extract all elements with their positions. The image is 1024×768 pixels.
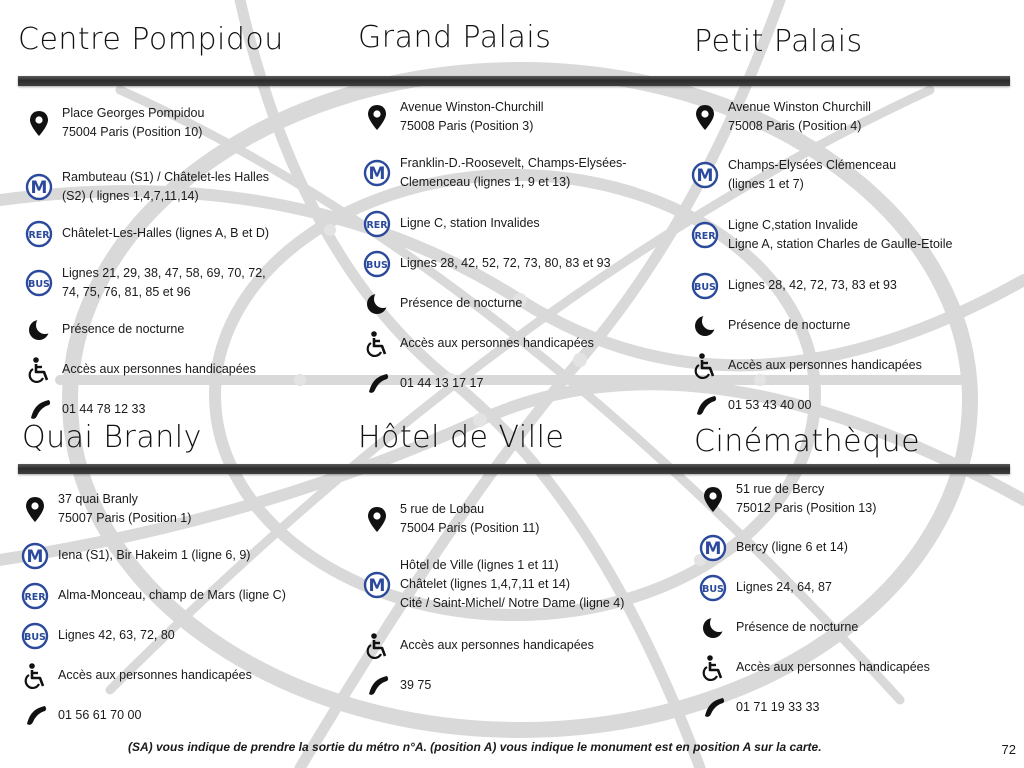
entry-line: Avenue Winston-Churchill xyxy=(400,100,544,114)
moon-icon xyxy=(24,316,54,344)
section-title-cinematheque: Cinémathèque xyxy=(694,424,921,459)
entry-line: Bercy (ligne 6 et 14) xyxy=(736,540,848,554)
section-title-hotel-de-ville: Hôtel de Ville xyxy=(358,420,565,455)
entry-text xyxy=(728,356,1010,375)
info-entry-metro xyxy=(20,546,340,565)
info-entry-bus xyxy=(698,578,1018,597)
entry-line: 75012 Paris (Position 13) xyxy=(736,501,877,515)
entry-text xyxy=(400,154,682,192)
entry-text xyxy=(728,216,1010,254)
entry-line: Place Georges Pompidou xyxy=(62,106,205,120)
svg-text:BUS: BUS xyxy=(366,259,388,271)
entry-line: Lignes 28, 42, 72, 73, 83 et 93 xyxy=(728,278,897,292)
svg-text:M: M xyxy=(368,164,386,184)
entry-text xyxy=(62,320,344,339)
info-entry-address xyxy=(362,98,682,136)
wheelchair-icon xyxy=(362,632,392,660)
entry-line: 75008 Paris (Position 3) xyxy=(400,119,534,133)
rer-icon xyxy=(20,582,50,610)
info-entry-night xyxy=(24,320,344,339)
entry-text xyxy=(728,156,1010,194)
map-pin-icon xyxy=(24,109,54,137)
entry-line: Clemenceau (lignes 1, 9 et 13) xyxy=(400,175,571,189)
rer-icon xyxy=(24,220,54,248)
section-title-grand-palais: Grand Palais xyxy=(358,20,552,55)
svg-text:M: M xyxy=(696,166,714,186)
wheelchair-icon xyxy=(24,356,54,384)
entry-text xyxy=(58,666,340,685)
info-entry-access xyxy=(698,658,1018,677)
wheelchair-icon xyxy=(362,330,392,358)
entry-text xyxy=(400,374,682,393)
map-pin-icon xyxy=(690,103,720,131)
svg-text:BUS: BUS xyxy=(24,631,46,643)
metro-icon xyxy=(20,542,50,570)
metro-icon xyxy=(690,161,720,189)
info-entry-bus xyxy=(20,626,340,645)
info-entry-bus xyxy=(24,264,344,302)
info-entry-rer xyxy=(24,224,344,243)
entry-line: 5 rue de Lobau xyxy=(400,502,485,516)
info-entry-night xyxy=(362,294,682,313)
map-pin-icon xyxy=(362,505,392,533)
svg-text:M: M xyxy=(26,546,44,567)
phone-icon xyxy=(690,392,720,420)
entry-text xyxy=(400,214,682,233)
entry-text xyxy=(62,400,344,419)
map-pin-icon xyxy=(20,495,50,523)
entry-line: Présence de nocturne xyxy=(400,296,523,310)
section-title-centre-pompidou: Centre Pompidou xyxy=(18,22,284,57)
bus-icon xyxy=(362,250,392,278)
entry-line: 75004 Paris (Position 10) xyxy=(62,125,203,139)
svg-text:RER: RER xyxy=(28,229,50,241)
entry-text xyxy=(736,658,1018,677)
entry-text xyxy=(736,538,1018,557)
info-entry-night xyxy=(698,618,1018,637)
info-entry-address xyxy=(20,490,340,528)
entry-text xyxy=(400,500,682,538)
entry-text xyxy=(400,334,682,353)
entry-text xyxy=(58,546,340,565)
entry-line: 37 quai Branly xyxy=(58,492,138,506)
info-entry-address xyxy=(690,98,1010,136)
info-entry-phone xyxy=(362,676,682,695)
entry-line: Présence de nocturne xyxy=(736,620,859,634)
info-entry-metro xyxy=(362,556,682,613)
entry-text xyxy=(58,490,340,528)
entry-text xyxy=(728,276,1010,295)
entry-text xyxy=(400,254,682,273)
entry-text xyxy=(728,316,1010,335)
entry-line: Lignes 21, 29, 38, 47, 58, 69, 70, 72, xyxy=(62,266,266,280)
entry-text xyxy=(400,294,682,313)
bus-icon xyxy=(698,574,728,602)
info-entry-rer xyxy=(20,586,340,605)
entry-line: 01 53 43 40 00 xyxy=(728,398,812,412)
entry-text xyxy=(728,98,1010,136)
bus-icon xyxy=(20,622,50,650)
metro-icon xyxy=(362,159,392,187)
svg-text:RER: RER xyxy=(24,591,46,603)
info-entry-metro xyxy=(24,168,344,206)
info-entry-access xyxy=(690,356,1010,375)
entry-line: Ligne A, station Charles de Gaulle-Etoile xyxy=(728,237,953,251)
rer-icon xyxy=(690,221,720,249)
map-pin-icon xyxy=(698,485,728,513)
info-entry-phone xyxy=(690,396,1010,415)
info-entry-night xyxy=(690,316,1010,335)
entry-line: Châtelet-Les-Halles (lignes A, B et D) xyxy=(62,226,270,240)
svg-text:M: M xyxy=(368,575,386,596)
entry-line: 75008 Paris (Position 4) xyxy=(728,119,862,133)
svg-text:M: M xyxy=(704,538,722,559)
divider-bar xyxy=(18,76,1010,86)
bus-icon xyxy=(24,269,54,297)
svg-text:RER: RER xyxy=(366,219,388,231)
section-title-quai-branly: Quai Branly xyxy=(22,420,202,455)
entry-line: Lignes 24, 64, 87 xyxy=(736,580,832,594)
metro-icon xyxy=(362,571,392,599)
entry-line: 01 44 13 17 17 xyxy=(400,376,484,390)
wheelchair-icon xyxy=(690,352,720,380)
entry-line: Accès aux personnes handicapées xyxy=(728,358,922,372)
entry-line: Cité / Saint-Michel/ Notre Dame (ligne 4) xyxy=(400,596,625,610)
footnote: (SA) vous indique de prendre la sortie du métro n°A. (position A) vous indique le monument est en position A sur la carte. xyxy=(128,740,822,754)
entry-text xyxy=(736,698,1018,717)
info-entry-access xyxy=(24,360,344,379)
entry-line: Accès aux personnes handicapées xyxy=(736,660,930,674)
entry-line: Franklin-D.-Roosevelt, Champs-Elysées- xyxy=(400,156,627,170)
entry-line: Châtelet (lignes 1,4,7,11 et 14) xyxy=(400,577,571,591)
wheelchair-icon xyxy=(698,654,728,682)
entry-line: Accès aux personnes handicapées xyxy=(62,362,256,376)
entry-line: Lignes 42, 63, 72, 80 xyxy=(58,628,175,642)
info-entry-address xyxy=(24,104,344,142)
entry-line: 01 44 78 12 33 xyxy=(62,402,146,416)
entry-line: 74, 75, 76, 81, 85 et 96 xyxy=(62,285,191,299)
info-entry-metro xyxy=(362,154,682,192)
entry-line: 01 56 61 70 00 xyxy=(58,708,142,722)
svg-text:BUS: BUS xyxy=(702,583,724,595)
map-pin-icon xyxy=(362,103,392,131)
entry-line: Avenue Winston Churchill xyxy=(728,100,871,114)
moon-icon xyxy=(362,290,392,318)
entry-text xyxy=(62,264,344,302)
entry-line: 75004 Paris (Position 11) xyxy=(400,521,540,535)
entry-line: Champs-Elysées Clémenceau xyxy=(728,158,897,172)
info-entry-access xyxy=(362,334,682,353)
metro-icon xyxy=(24,173,54,201)
section-title-petit-palais: Petit Palais xyxy=(694,24,863,59)
info-entry-address xyxy=(698,480,1018,518)
page-number: 72 xyxy=(1001,742,1016,757)
entry-line: Ligne C,station Invalide xyxy=(728,218,858,232)
info-entry-access xyxy=(362,636,682,655)
entry-text xyxy=(400,676,682,695)
phone-icon xyxy=(362,672,392,700)
info-entry-metro xyxy=(690,156,1010,194)
entry-line: Ligne C, station Invalides xyxy=(400,216,540,230)
entry-line: Présence de nocturne xyxy=(62,322,185,336)
divider-bar xyxy=(18,464,1010,474)
phone-icon xyxy=(20,702,50,730)
entry-text xyxy=(62,224,344,243)
moon-icon xyxy=(698,614,728,642)
metro-icon xyxy=(698,534,728,562)
info-entry-bus xyxy=(690,276,1010,295)
info-entry-address xyxy=(362,500,682,538)
entry-text xyxy=(62,360,344,379)
info-entry-phone xyxy=(24,400,344,419)
entry-text xyxy=(62,168,344,206)
entry-text xyxy=(58,706,340,725)
rer-icon xyxy=(362,210,392,238)
entry-line: Présence de nocturne xyxy=(728,318,851,332)
entry-line: 75007 Paris (Position 1) xyxy=(58,511,192,525)
entry-text xyxy=(62,104,344,142)
svg-text:M: M xyxy=(30,178,48,198)
entry-text xyxy=(736,578,1018,597)
entry-line: Alma-Monceau, champ de Mars (ligne C) xyxy=(58,588,286,602)
entry-line: Accès aux personnes handicapées xyxy=(58,668,252,682)
entry-line: 51 rue de Bercy xyxy=(736,482,825,496)
entry-text xyxy=(400,636,682,655)
entry-line: Accès aux personnes handicapées xyxy=(400,336,594,350)
svg-text:BUS: BUS xyxy=(28,279,50,290)
info-entry-phone xyxy=(20,706,340,725)
moon-icon xyxy=(690,312,720,340)
svg-text:RER: RER xyxy=(694,231,716,242)
info-entry-phone xyxy=(698,698,1018,717)
entry-text xyxy=(400,98,682,136)
svg-text:BUS: BUS xyxy=(694,281,716,293)
entry-text xyxy=(736,480,1018,518)
info-entry-access xyxy=(20,666,340,685)
info-entry-bus xyxy=(362,254,682,273)
entry-line: 39 75 xyxy=(400,678,432,692)
wheelchair-icon xyxy=(20,662,50,690)
entry-line: (S2) ( lignes 1,4,7,11,14) xyxy=(62,189,199,203)
entry-text xyxy=(728,396,1010,415)
entry-line: Rambuteau (S1) / Châtelet-les Halles xyxy=(62,170,270,184)
phone-icon xyxy=(698,694,728,722)
info-entry-metro xyxy=(698,538,1018,557)
entry-line: 01 71 19 33 33 xyxy=(736,700,820,714)
entry-line: Iena (S1), Bir Hakeim 1 (ligne 6, 9) xyxy=(58,548,251,562)
entry-line: Accès aux personnes handicapées xyxy=(400,638,594,652)
entry-line: Hôtel de Ville (lignes 1 et 11) xyxy=(400,558,559,572)
phone-icon xyxy=(362,370,392,398)
entry-text xyxy=(58,626,340,645)
entry-line: Lignes 28, 42, 52, 72, 73, 80, 83 et 93 xyxy=(400,256,611,270)
info-entry-phone xyxy=(362,374,682,393)
bus-icon xyxy=(690,272,720,300)
entry-text xyxy=(736,618,1018,637)
entry-text xyxy=(400,556,682,613)
info-entry-rer xyxy=(362,214,682,233)
entry-line: (lignes 1 et 7) xyxy=(728,177,804,191)
entry-text xyxy=(58,586,340,605)
info-entry-rer xyxy=(690,216,1010,254)
